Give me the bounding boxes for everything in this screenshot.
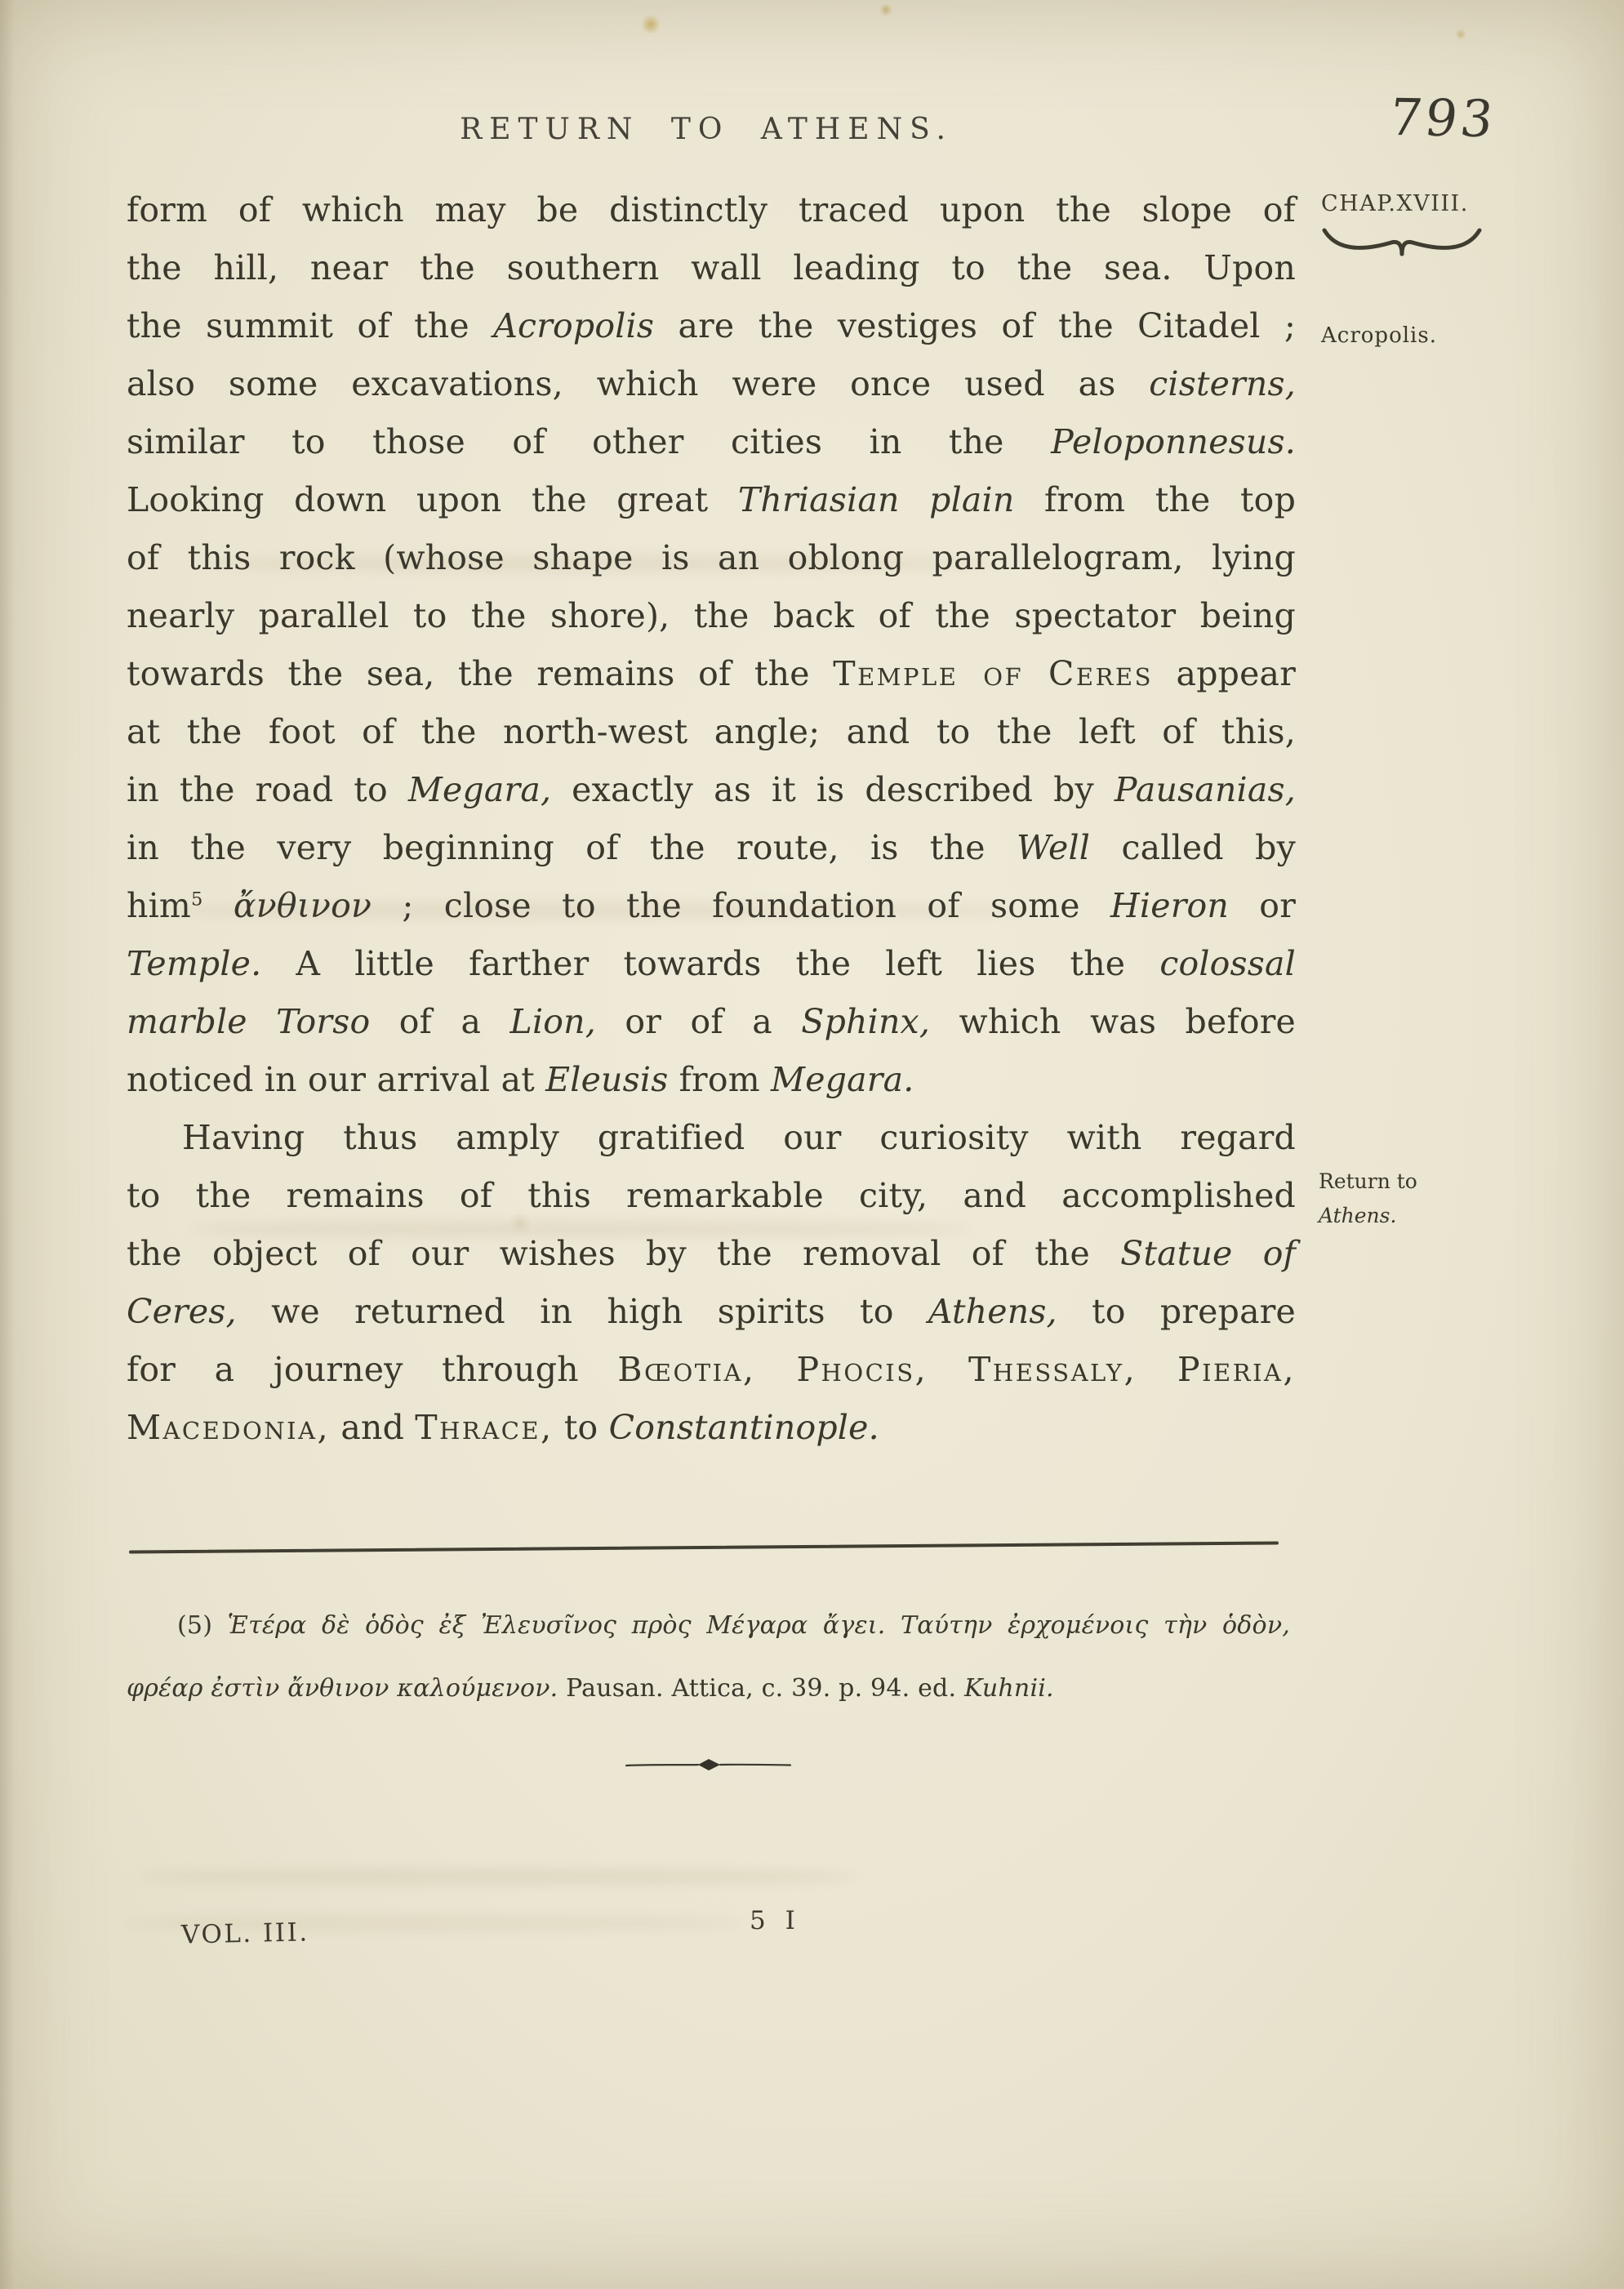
body-line: nearly parallel to the shore), the back of the spectator being bbox=[127, 596, 1296, 635]
margin-note-return-to-athens bbox=[1319, 1165, 1417, 1233]
page-number: 793 bbox=[1386, 87, 1500, 149]
body-line: him$^5$ ἄνθινον ; close to the foundation of some Hieron or bbox=[127, 886, 1296, 925]
footnote-line: φρέαρ ἐστὶν ἄνθινον καλούμενον. Pausan. Attica, c. 39. p. 94. ed. Kuhnii. bbox=[127, 1674, 1054, 1703]
body-line: Having thus amply gratified our curiosity with regard bbox=[182, 1118, 1296, 1157]
body-line: at the foot of the north-west angle; and to the left of this, bbox=[127, 712, 1296, 751]
margin-note-line: Return to bbox=[1319, 1169, 1417, 1193]
footnote-rule bbox=[129, 1541, 1279, 1553]
body-line: the hill, near the southern wall leading to the sea. Upon bbox=[127, 248, 1296, 287]
margin-note-acropolis: Acropolis. bbox=[1321, 323, 1437, 348]
body-line: Macedonia, and Thrace, to Constantinople. bbox=[127, 1408, 879, 1447]
body-line: to the remains of this remarkable city, and accomplished bbox=[127, 1176, 1296, 1215]
body-line: the summit of the Acropolis are the vestiges of the Citadel ; bbox=[127, 306, 1296, 345]
margin-note-chapter: CHAP.XVIII. bbox=[1321, 191, 1469, 216]
body-line: of this rock (whose shape is an oblong parallelogram, lying bbox=[127, 538, 1296, 577]
body-line: towards the sea, the remains of the Temple of Ceres appear bbox=[127, 654, 1296, 693]
running-title: RETURN TO ATHENS. bbox=[460, 113, 953, 146]
show-through-smudge bbox=[139, 1868, 857, 1885]
footnote-line: (5) Ἑτέρα δὲ ὁδὸς ἐξ Ἐλευσῖνος πρὸς Μέγαρα ἄγει. Ταύτην ἐρχομένοις τὴν ὁδὸν, bbox=[177, 1611, 1290, 1640]
body-line: also some excavations, which were once used as cisterns, bbox=[127, 364, 1296, 403]
curly-brace-icon bbox=[1321, 225, 1483, 261]
body-line: marble Torso of a Lion, or of a Sphinx, which was before bbox=[127, 1002, 1296, 1041]
volume-label: VOL. III. bbox=[180, 1917, 310, 1950]
footnote bbox=[127, 1594, 1290, 1720]
chapter-brace-ornament bbox=[1321, 225, 1483, 265]
signature-mark: 5 I bbox=[750, 1906, 801, 1935]
body-text bbox=[127, 181, 1296, 1457]
body-line: form of which may be distinctly traced upon the slope of bbox=[127, 190, 1296, 229]
margin-note-line: Athens. bbox=[1319, 1204, 1397, 1227]
body-line: Ceres, we returned in high spirits to Athens, to prepare bbox=[127, 1292, 1296, 1331]
section-divider-ornament bbox=[625, 1754, 792, 1779]
rule-with-diamond-icon bbox=[625, 1754, 792, 1775]
body-line: similar to those of other cities in the Peloponnesus. bbox=[127, 422, 1296, 461]
body-line: for a journey through Bœotia, Phocis, Thessaly, Pieria, bbox=[127, 1350, 1296, 1389]
body-line: Temple. A little farther towards the left lies the colossal bbox=[127, 944, 1296, 983]
body-line: noticed in our arrival at Eleusis from Megara. bbox=[127, 1060, 914, 1099]
body-line: in the very beginning of the route, is the Well called by bbox=[127, 828, 1296, 867]
body-line: Looking down upon the great Thriasian plain from the top bbox=[127, 480, 1297, 519]
body-line: the object of our wishes by the removal of the Statue of bbox=[127, 1234, 1296, 1273]
body-line: in the road to Megara, exactly as it is described by Pausanias, bbox=[127, 770, 1296, 809]
